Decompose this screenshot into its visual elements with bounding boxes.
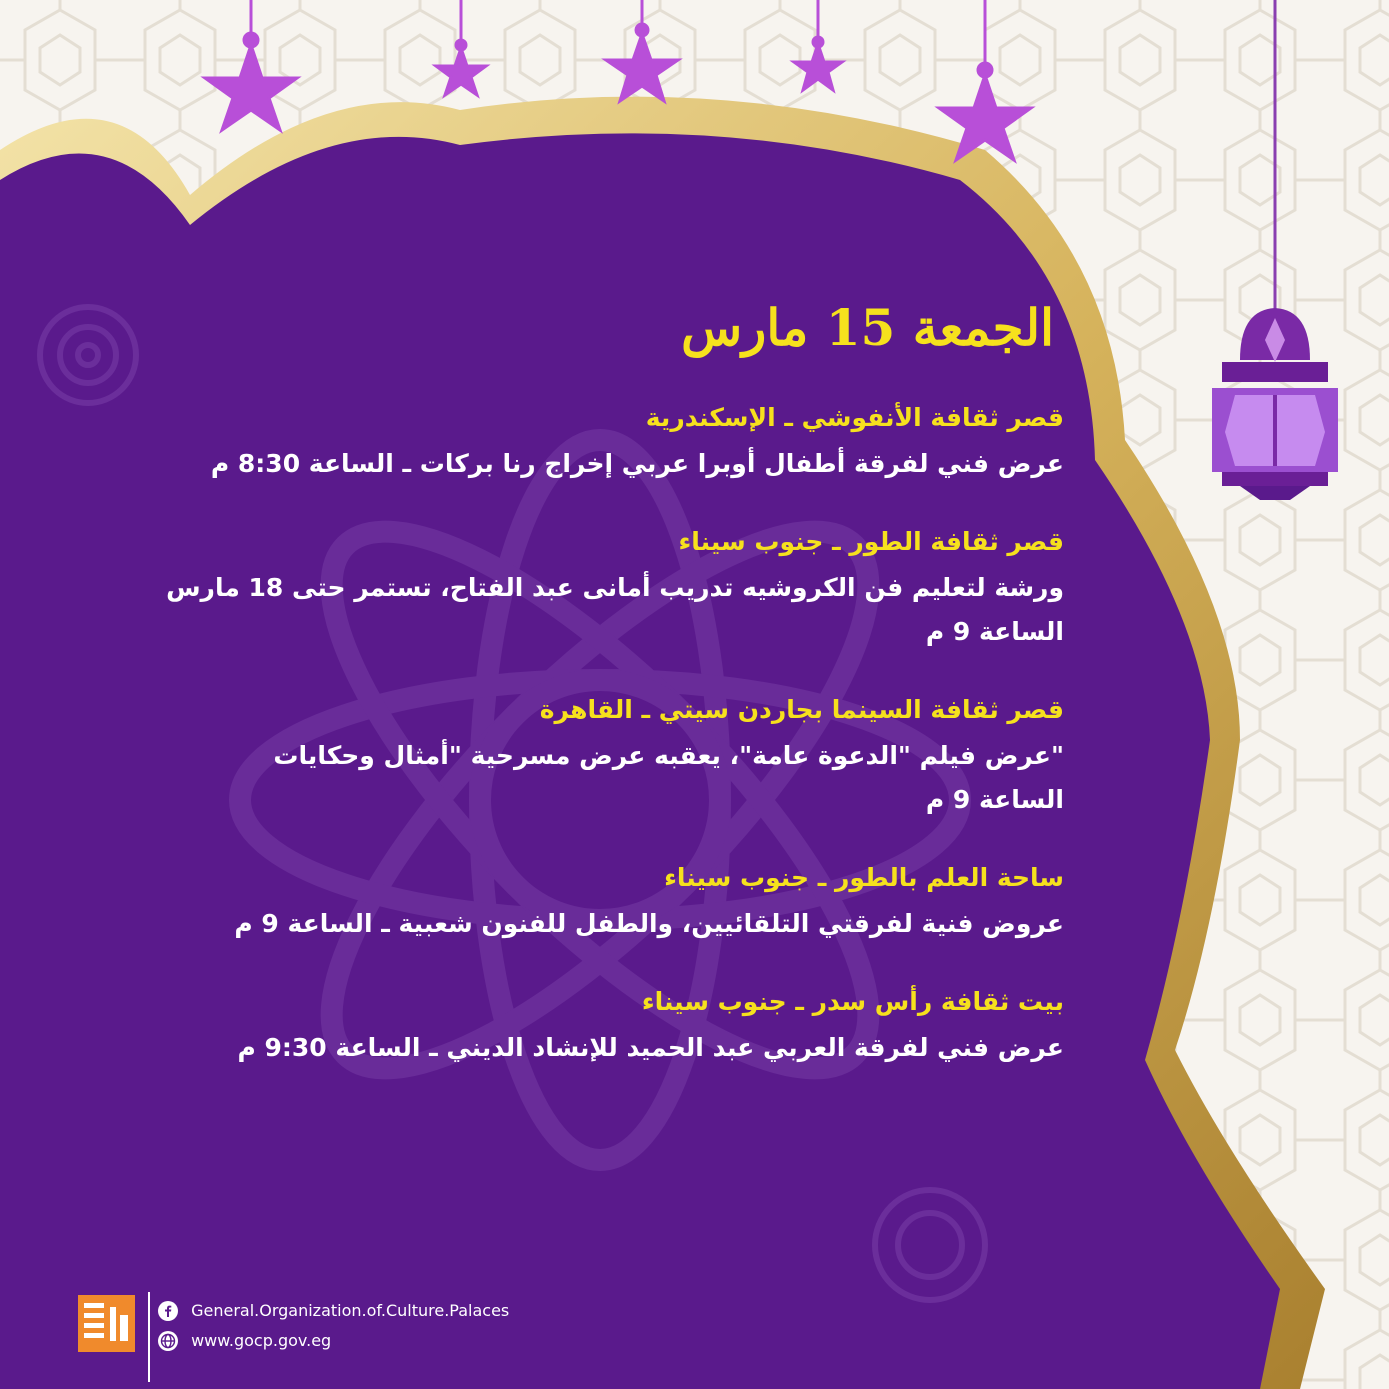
event-description: "عرض فيلم "الدعوة عامة"، يعقبه عرض مسرحية "أمثال وحكايات [273, 741, 1064, 770]
logo [78, 1295, 135, 1352]
event-description: عرض فني لفرقة أطفال أوبرا عربي إخراج رنا بركات ـ الساعة 8:30 م [210, 449, 1064, 478]
event-description: عروض فنية لفرقتي التلقائيين، والطفل للفنون شعبية ـ الساعة 9 م [234, 909, 1064, 938]
footer-divider [148, 1292, 150, 1382]
facebook-icon [158, 1301, 178, 1321]
event-time: الساعة 9 م [925, 785, 1064, 814]
list-item [134, 524, 1064, 654]
event-venue: قصر ثقافة الأنفوشي ـ الإسكندرية [645, 403, 1064, 432]
page-title: الجمعة 15 مارس [681, 298, 1054, 357]
event-venue: بيت ثقافة رأس سدر ـ جنوب سيناء [641, 987, 1064, 1016]
event-description: ورشة لتعليم فن الكروشيه تدريب أمانى عبد الفتاح، تستمر حتى 18 مارس [166, 573, 1064, 602]
event-time: الساعة 9 م [925, 617, 1064, 646]
facebook-link[interactable]: General.Organization.of.Culture.Palaces [191, 1301, 510, 1320]
facebook-row[interactable] [158, 1300, 509, 1326]
event-venue: ساحة العلم بالطور ـ جنوب سيناء [664, 863, 1064, 892]
event-venue: قصر ثقافة الطور ـ جنوب سيناء [678, 527, 1064, 556]
website-row[interactable] [158, 1330, 331, 1356]
events-list [134, 400, 1064, 1108]
website-link[interactable]: www.gocp.gov.eg [191, 1331, 332, 1350]
list-item [134, 692, 1064, 822]
event-description: عرض فني لفرقة العربي عبد الحميد للإنشاد الديني ـ الساعة 9:30 م [237, 1033, 1064, 1062]
list-item [134, 984, 1064, 1070]
list-item [134, 400, 1064, 486]
globe-icon [158, 1331, 178, 1351]
event-venue: قصر ثقافة السينما بجاردن سيتي ـ القاهرة [539, 695, 1064, 724]
list-item [134, 860, 1064, 946]
